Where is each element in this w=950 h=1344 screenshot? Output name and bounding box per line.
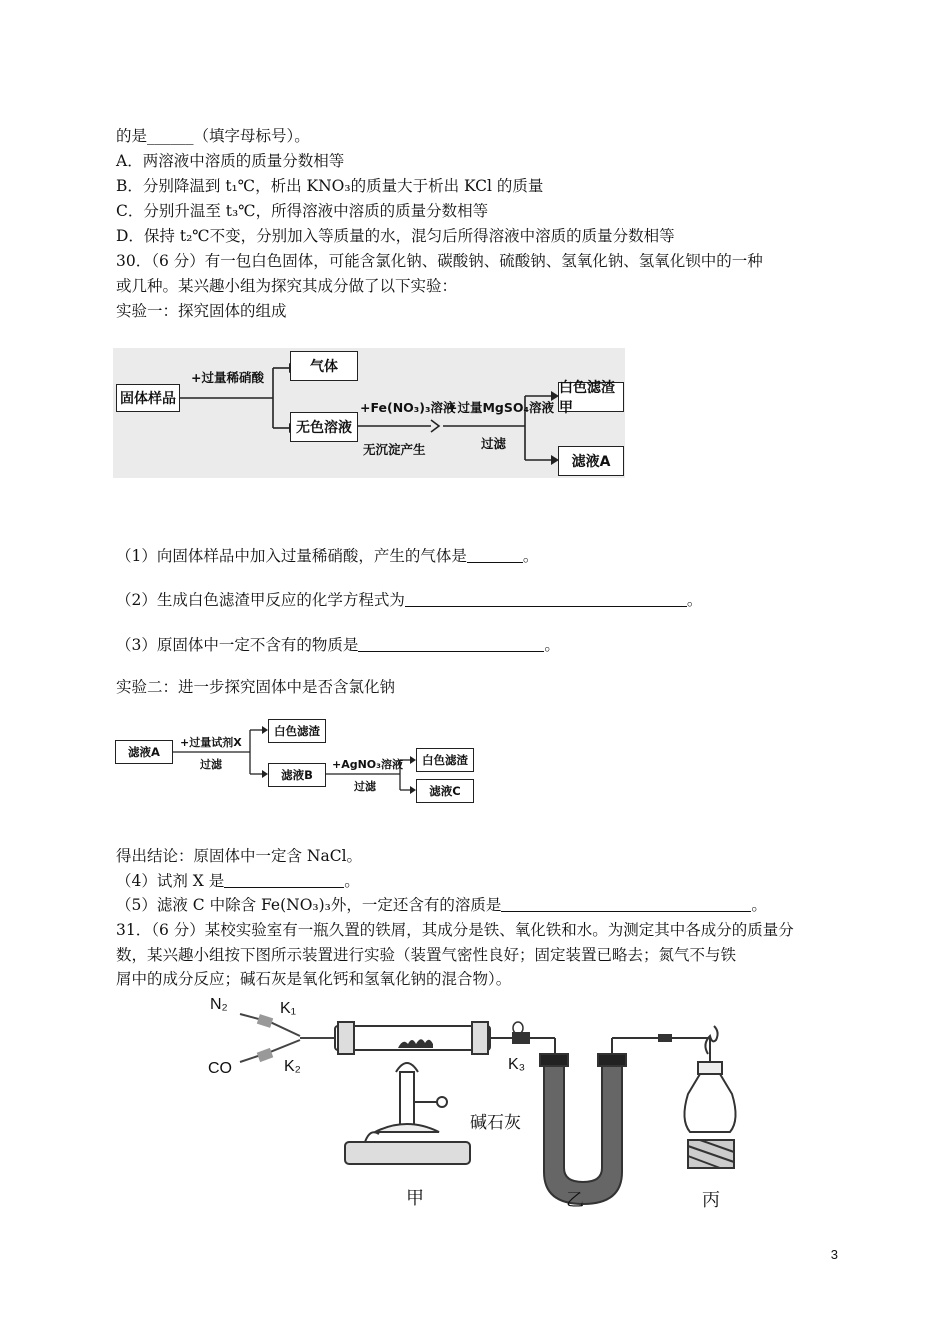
label-k1: K₁	[280, 1000, 297, 1017]
label-filter: 过滤	[481, 436, 507, 451]
label-n2: N₂	[210, 996, 228, 1013]
box-gas: 气体	[290, 351, 358, 381]
answer-blank-4[interactable]	[224, 873, 344, 888]
text-line: 的是______（填字母标号）。	[116, 127, 310, 145]
option-d: D．保持 t₂℃不变，分别加入等质量的水，混匀后所得溶液中溶质的质量分数相等	[116, 227, 675, 245]
label-co: CO	[208, 1060, 232, 1077]
box-filtrate-c: 滤液C	[416, 779, 474, 803]
label-jia: 甲	[406, 1188, 424, 1208]
label-excess-reagent-x: +过量试剂X	[180, 736, 242, 749]
box-colorless-solution: 无色溶液	[290, 412, 358, 442]
question-31-cont-2: 屑中的成分反应；碱石灰是氧化钙和氢氧化钠的混合物）。	[116, 970, 512, 988]
experiment-1-title: 实验一：探究固体的组成	[116, 302, 287, 320]
stopper-right	[472, 1022, 488, 1054]
box-white-residue-1: 白色滤渣	[268, 719, 326, 743]
question-3: （3）原固体中一定不含有的物质是 。	[116, 636, 560, 654]
label-add-fe-nitrate: +Fe(NO₃)₃溶液	[360, 400, 456, 415]
alcohol-lamp	[684, 1074, 735, 1132]
stopper-left	[338, 1022, 354, 1054]
apparatus-diagram	[200, 992, 760, 1222]
label-bing: 丙	[702, 1190, 720, 1210]
label-add-mgso4: +过量MgSO₄溶液	[447, 400, 554, 415]
question-1: （1）向固体样品中加入过量稀硝酸，产生的气体是 。	[116, 547, 539, 565]
question-5: （5）滤液 C 中除含 Fe(NO₃)₃外，一定还含有的溶质是 。	[116, 896, 767, 914]
box-solid-sample: 固体样品	[116, 384, 180, 412]
clamp-k1	[257, 1014, 273, 1028]
question-30-cont: 或几种。某兴趣小组为探究其成分做了以下实验：	[116, 277, 458, 295]
option-a: A．两溶液中溶质的质量分数相等	[116, 152, 345, 170]
label-add-agno3: +AgNO₃溶液	[332, 758, 403, 771]
flowchart-experiment-1	[113, 348, 625, 478]
label-yi: 乙	[566, 1190, 584, 1210]
box-filtrate-b: 滤液B	[268, 763, 326, 787]
clamp-k2	[257, 1048, 274, 1062]
option-b: B．分别降温到 t₁℃，析出 KNO₃的质量大于析出 KCl 的质量	[116, 177, 544, 195]
label-no-precipitate: 无沉淀产生	[363, 442, 426, 457]
apparatus-drawing	[200, 992, 760, 1222]
answer-blank-1[interactable]	[467, 548, 523, 563]
question-31: 31．（6 分）某校实验室有一瓶久置的铁屑，其成分是铁、氧化铁和水。为测定其中各成分的质量分	[116, 921, 794, 939]
answer-blank-3[interactable]	[358, 637, 544, 652]
label-soda-lime: 碱石灰	[470, 1113, 521, 1132]
option-c: C．分别升温至 t₃℃，所得溶液中溶质的质量分数相等	[116, 202, 489, 220]
answer-blank-2[interactable]	[405, 592, 687, 607]
flowchart-experiment-2	[114, 716, 478, 808]
experiment-2-title: 实验二：进一步探究固体中是否含氯化钠	[116, 678, 396, 696]
label-filter-2: 过滤	[200, 758, 222, 771]
burner-base	[345, 1142, 470, 1164]
clamp-k3	[512, 1032, 530, 1044]
answer-blank-5[interactable]	[501, 897, 751, 912]
label-k3: K₃	[508, 1056, 526, 1073]
label-k2: K₂	[284, 1058, 301, 1075]
box-filtrate-a-2: 滤液A	[115, 740, 173, 764]
box-white-residue-jia: 白色滤渣甲	[558, 382, 624, 412]
question-30: 30．（6 分）有一包白色固体，可能含氯化钠、碳酸钠、硫酸钠、氢氧化钠、氢氧化钡中的一种	[116, 252, 763, 270]
box-white-residue-2: 白色滤渣	[416, 748, 474, 772]
question-31-cont-1: 数，某兴趣小组按下图所示装置进行实验（装置气密性良好；固定装置已略去；氮气不与铁	[116, 946, 737, 964]
box-filtrate-a: 滤液A	[558, 446, 624, 476]
question-4: （4）试剂 X 是 。	[116, 872, 360, 890]
u-tube-soda-lime	[544, 1060, 622, 1204]
conclusion: 得出结论：原固体中一定含 NaCl。	[116, 847, 363, 865]
label-filter-3: 过滤	[354, 780, 376, 793]
label-excess-nitric-acid: +过量稀硝酸	[191, 370, 264, 385]
question-2: （2）生成白色滤渣甲反应的化学方程式为 。	[116, 591, 703, 609]
page-number: 3	[830, 1247, 838, 1262]
